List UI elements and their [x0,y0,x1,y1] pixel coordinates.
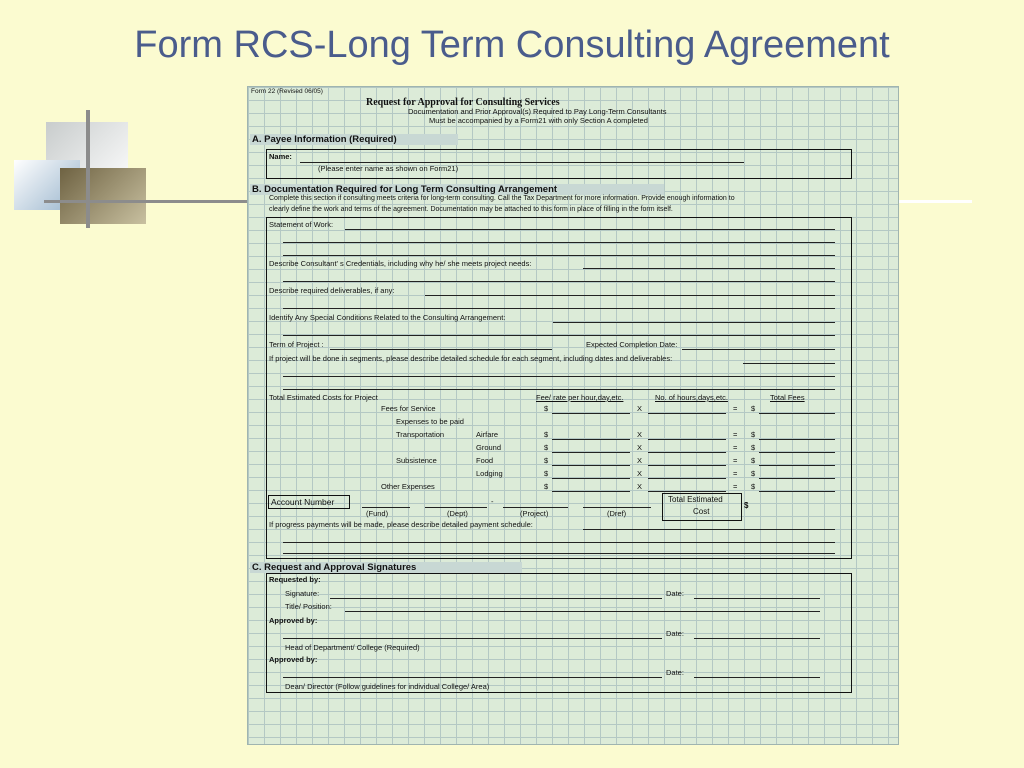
name-input[interactable] [300,162,744,163]
hours-input[interactable] [648,478,726,479]
statement-of-work-input[interactable] [345,229,835,230]
deliverables-input[interactable] [425,295,835,296]
decorative-square [60,168,146,224]
subsistence-label: Subsistence [396,456,437,465]
hours-input[interactable] [648,439,726,440]
project-input[interactable] [503,507,568,508]
form-subtitle: Must be accompanied by a Form21 with only Section A completed [429,116,648,125]
segments-label: If project will be done in segments, please describe detailed schedule for each segment, including dates and deliverables: [269,354,673,363]
progress-input[interactable] [283,553,835,554]
hours-input[interactable] [648,465,726,466]
fund-caption: (Fund) [366,509,389,518]
rate-input[interactable] [552,465,630,466]
credentials-input[interactable] [583,268,835,269]
dref-caption: (Dref) [607,509,627,518]
rate-input[interactable] [552,491,630,492]
section-c-title: C. Request and Approval Signatures [250,562,522,573]
rate-input[interactable] [552,452,630,453]
total-input[interactable] [759,413,835,414]
statement-of-work-input[interactable] [283,255,835,256]
signature-input[interactable] [330,598,662,599]
equals-sign: = [733,404,738,413]
times-sign: X [637,482,643,491]
completion-label: Expected Completion Date: [586,340,678,349]
total-input[interactable] [759,452,835,453]
signature-label: Signature: [285,589,320,598]
term-input[interactable] [330,349,552,350]
ground-label: Ground [476,443,502,452]
form-id: Form 22 (Revised 06/05) [251,88,323,95]
dollar-sign: $ [544,404,549,413]
dept-input[interactable] [425,507,487,508]
name-hint: (Please enter name as shown on Form21) [318,164,459,173]
dollar-sign: $ [544,430,549,439]
equals-sign: = [733,443,738,452]
rate-input[interactable] [552,413,630,414]
transportation-label: Transportation [396,430,445,439]
special-conditions-label: Identify Any Special Conditions Related to the Consulting Arrangement: [269,313,506,322]
other-expenses-label: Other Expenses [381,482,435,491]
section-b-title: B. Documentation Required for Long Term Consulting Arrangement [250,184,664,195]
dean-label: Dean/ Director (Follow guidelines for individual College/ Area) [285,682,490,691]
special-conditions-input[interactable] [283,335,835,336]
expenses-label: Expenses to be paid [396,417,464,426]
deliverables-label: Describe required deliverables, if any: [269,286,395,295]
form-subtitle: Documentation and Prior Approval(s) Required to Pay Long-Term Consultants [408,107,667,116]
dollar-sign: $ [751,443,756,452]
date-label: Date: [666,629,684,638]
segments-input[interactable] [743,363,835,364]
cost-label: Cost [693,507,710,516]
dollar-sign: $ [751,430,756,439]
equals-sign: = [733,469,738,478]
times-sign: X [637,404,643,413]
dollar-sign: $ [544,443,549,452]
progress-input[interactable] [583,529,835,530]
dollar-sign: $ [751,482,756,491]
statement-of-work-label: Statement of Work: [269,220,334,229]
total-input[interactable] [759,491,835,492]
dollar-sign: $ [751,456,756,465]
dollar-sign: $ [744,501,749,510]
dash-separator: - [491,497,494,506]
approved-by-label: Approved by: [269,655,318,664]
total-estimated-label: Total Estimated [668,495,723,504]
rate-input[interactable] [552,439,630,440]
equals-sign: = [733,430,738,439]
col-rate-header: Fee/ rate per hour,day,etc. [536,393,624,402]
project-caption: (Project) [520,509,549,518]
term-label: Term of Project : [269,340,324,349]
total-input[interactable] [759,439,835,440]
date-input[interactable] [694,638,820,639]
times-sign: X [637,469,643,478]
date-label: Date: [666,589,684,598]
deliverables-input[interactable] [283,308,835,309]
dollar-sign: $ [544,456,549,465]
progress-label: If progress payments will be made, please describe detailed payment schedule: [269,520,533,529]
dollar-sign: $ [544,482,549,491]
dollar-sign: $ [544,469,549,478]
section-b-intro: Complete this section if consulting meets criteria for long-term consulting. Call the Tax Department for more information. Provide enough information to [269,195,735,202]
completion-input[interactable] [682,349,835,350]
section-b-intro: clearly define the work and terms of the agreement. Documentation may be attached to this form in place of filling in the form itself. [269,206,673,213]
segments-input[interactable] [283,376,835,377]
dollar-sign: $ [751,469,756,478]
account-number-label: Account Number [268,495,350,509]
approver-signature-input[interactable] [283,638,662,639]
approved-by-label: Approved by: [269,616,318,625]
credentials-input[interactable] [283,281,835,282]
fees-for-service-label: Fees for Service [381,404,436,413]
signatures-box [266,573,852,693]
date-input[interactable] [694,677,820,678]
progress-input[interactable] [283,542,835,543]
total-input[interactable] [759,465,835,466]
equals-sign: = [733,456,738,465]
date-label: Date: [666,668,684,677]
dref-input[interactable] [583,507,651,508]
food-label: Food [476,456,494,465]
section-a-title: A. Payee Information (Required) [250,134,458,145]
title-position-label: Title/ Position: [285,602,332,611]
col-hours-header: No. of hours,days,etc. [655,393,728,402]
special-conditions-input[interactable] [553,322,835,323]
form-sheet [247,86,899,745]
fund-input[interactable] [362,507,410,508]
slide-title: Form RCS-Long Term Consulting Agreement [134,24,890,66]
requested-by-label: Requested by: [269,575,321,584]
times-sign: X [637,430,643,439]
segments-input[interactable] [283,389,835,390]
hours-input[interactable] [648,452,726,453]
equals-sign: = [733,482,738,491]
lodging-label: Lodging [476,469,503,478]
times-sign: X [637,443,643,452]
total-input[interactable] [759,478,835,479]
dollar-sign: $ [751,404,756,413]
costs-title: Total Estimated Costs for Project [269,393,378,402]
approver-signature-input[interactable] [283,677,662,678]
rate-input[interactable] [552,478,630,479]
col-total-header: Total Fees [770,393,805,402]
hours-input[interactable] [648,413,726,414]
times-sign: X [637,456,643,465]
date-input[interactable] [694,598,820,599]
name-label: Name: [269,152,292,161]
dept-caption: (Dept) [447,509,468,518]
decorative-line [86,110,90,228]
hours-input[interactable] [648,491,726,492]
airfare-label: Airfare [476,430,499,439]
title-position-input[interactable] [345,611,820,612]
form-title: Request for Approval for Consulting Services [366,97,560,108]
head-label: Head of Department/ College (Required) [285,643,420,652]
credentials-label: Describe Consultant' s Credentials, including why he/ she meets project needs: [269,259,532,268]
statement-of-work-input[interactable] [283,242,835,243]
